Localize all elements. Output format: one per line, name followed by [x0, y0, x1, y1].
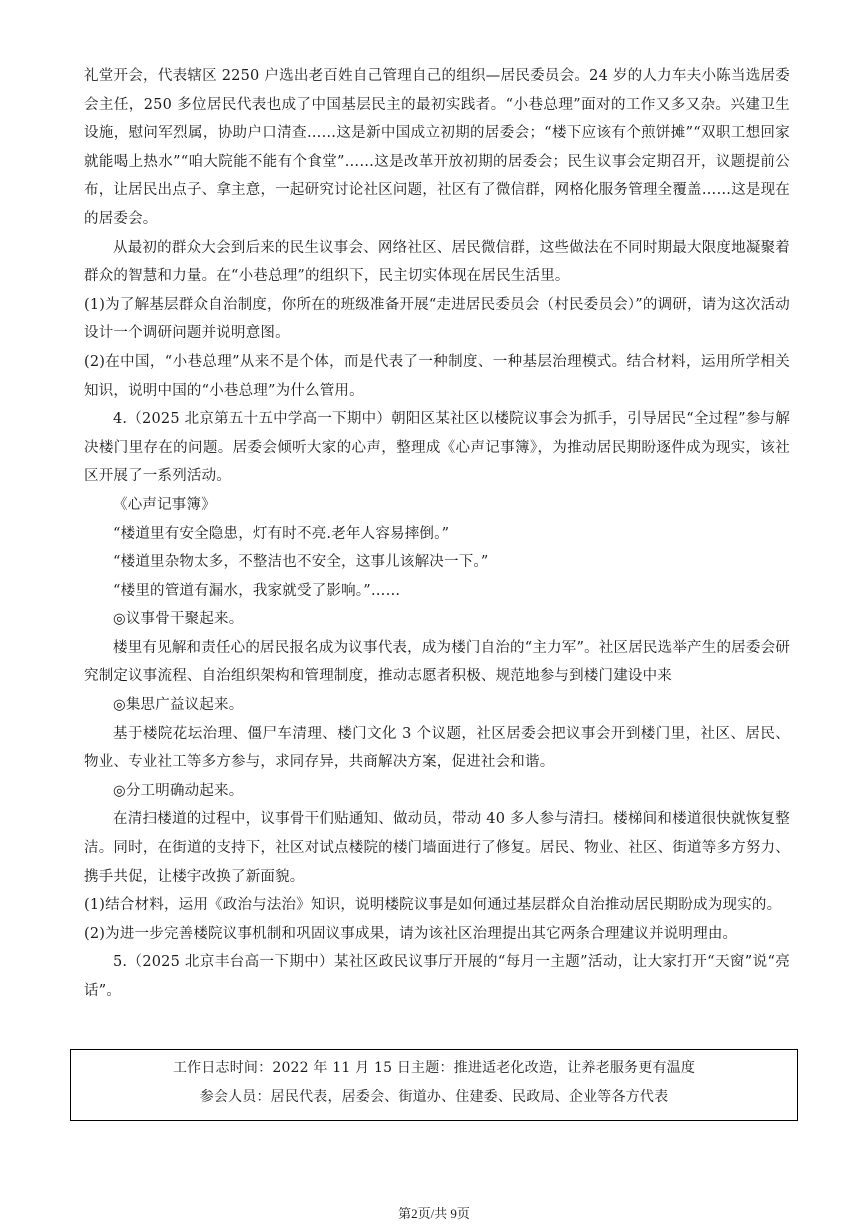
section-body-3: 在清扫楼道的过程中，议事骨干们贴通知、做动员，带动 40 多人参与清扫。楼梯间和楼道很快就恢复整洁。同时，在街道的支持下，社区对试点楼院的楼门墙面进行了修复。居民、物业、社区、街道等多方努力、携手共促，让楼宇改换了新面貌。 [84, 811, 790, 885]
material-paragraph-1: 礼堂开会，代表辖区 2250 户选出老百姓自己管理自己的组织—居民委员会。24 岁的人力车夫小陈当选居委会主任，250 多位居民代表也成了中国基层民主的最初实践者。“小巷总理”面对的工作又多又杂。兴建卫生设施，慰问军烈属，协助户口清查……这是新中国成立初期的居委会；“楼下应该有个煎饼摊”“双职工想回家就能喝上热水”“咱大院能不能有个食堂”……这是改革开放初期的居委会；民生议事会定期召开，议题提前公布，让居民出点子、拿主意，一起研究讨论社区问题，社区有了微信群，网格化服务管理全覆盖……这是现在的居委会。 [84, 68, 790, 227]
material-paragraph-2: 从最初的群众大会到后来的民生议事会、网络社区、居民微信群，这些做法在不同时期最大限度地凝聚着群众的智慧和力量。在“小巷总理”的组织下，民主切实体现在居民生活里。 [84, 239, 790, 285]
work-log-line-2: 参会人员：居民代表，居委会、街道办、住建委、民政局、企业等各方代表 [199, 1089, 669, 1105]
section-body-1: 楼里有见解和责任心的居民报名成为议事代表，成为楼门自治的“主力军”。社区居民选举产生的居委会研究制定议事流程、自治组织架构和管理制度，推动志愿者积极、规范地参与到楼门建设中来 [84, 639, 790, 685]
section-body-2: 基于楼院花坛治理、僵尸车清理、楼门文化 3 个议题，社区居委会把议事会开到楼门里，社区、居民、物业、专业社工等多方参与，求同存异，共商解决方案，促进社会和谐。 [84, 725, 790, 771]
question-3-1: (1)为了解基层群众自治制度，你所在的班级准备开展“走进居民委员会（村民委员会）”的调研，请为这次活动设计一个调研问题并说明意图。 [84, 296, 790, 342]
section-heading-1: ◎议事骨干聚起来。 [113, 611, 244, 628]
page-content [84, 62, 790, 1006]
section-heading-2: ◎集思广益议起来。 [113, 697, 244, 714]
work-log-box [70, 1049, 798, 1121]
notebook-title: 《心声记事簿》 [113, 496, 216, 513]
page-number: 第2页/共 9页 [398, 1206, 470, 1221]
notebook-quote-3: “楼里的管道有漏水，我家就受了影响。”…… [113, 582, 401, 599]
notebook-quote-1: “楼道里有安全隐患，灯有时不亮.老年人容易摔倒。” [113, 525, 450, 542]
question-4-2: (2)为进一步完善楼院议事机制和巩固议事成果，请为该社区治理提出其它两条合理建议并说明理由。 [84, 925, 738, 942]
section-heading-3: ◎分工明确动起来。 [113, 782, 244, 799]
question-4-stem: 4.（2025 北京第五十五中学高一下期中）朝阳区某社区以楼院议事会为抓手，引导居民“全过程”参与解决楼门里存在的问题。居委会倾听大家的心声，整理成《心声记事簿》，为推动居民期盼逐件成为现实，该社区开展了一系列活动。 [84, 411, 790, 485]
notebook-quote-2: “楼道里杂物太多，不整洁也不安全，这事儿该解决一下。” [113, 554, 489, 571]
question-4-1: (1)结合材料，运用《政治与法治》知识，说明楼院议事是如何通过基层群众自治推动居民期盼成为现实的。 [84, 897, 782, 914]
question-5-stem: 5.（2025 北京丰台高一下期中）某社区政民议事厅开展的“每月一主题”活动，让大家打开“天窗”说“亮话”。 [84, 954, 790, 999]
work-log-line-1: 工作日志时间：2022 年 11 月 15 日主题：推进适老化改造，让养老服务更有温度 [172, 1060, 696, 1076]
question-3-2: (2)在中国，“小巷总理”从来不是个体，而是代表了一种制度、一种基层治理模式。结合材料，运用所学相关知识，说明中国的“小巷总理”为什么管用。 [84, 353, 790, 399]
